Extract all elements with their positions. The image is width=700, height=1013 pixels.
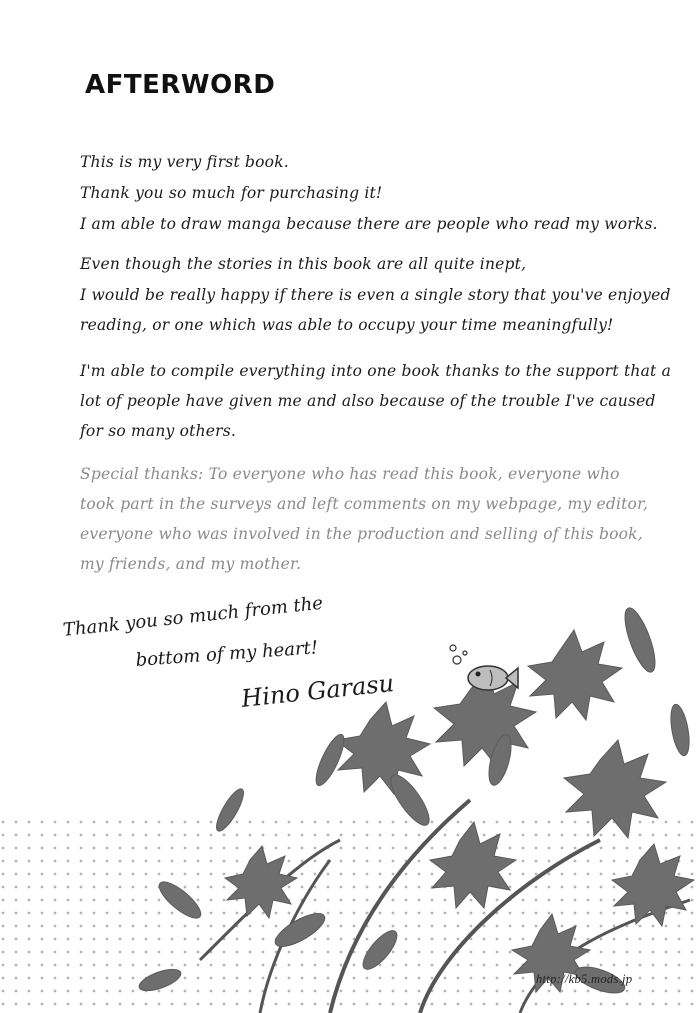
paragraph-2-line-3: reading, or one which was able to occupy your time meaningfully! xyxy=(80,316,614,334)
special-thanks-line-2: took part in the surveys and left comments on my webpage, my editor, xyxy=(80,495,649,513)
paragraph-1-line-1: This is my very first book. xyxy=(80,153,289,171)
paragraph-1-line-2: Thank you so much for purchasing it! xyxy=(80,184,383,202)
signature-message-line-2: bottom of my heart! xyxy=(135,637,319,671)
special-thanks-line-3: everyone who was involved in the production and selling of this book, xyxy=(80,525,643,543)
special-thanks-line-1: Special thanks: To everyone who has read this book, everyone who xyxy=(80,465,620,483)
special-thanks-line-4: my friends, and my mother. xyxy=(80,555,302,573)
paragraph-3-line-2: lot of people have given me and also because of the trouble I've caused xyxy=(80,392,656,410)
paragraph-3-line-3: for so many others. xyxy=(80,422,237,440)
paragraph-3-line-1: I'm able to compile everything into one book thanks to the support that a xyxy=(80,362,672,380)
page-title: AFTERWORD xyxy=(85,70,276,100)
paragraph-1-line-3: I am able to draw manga because there are people who read my works. xyxy=(80,215,658,233)
signature-message-line-1: Thank you so much from the xyxy=(62,592,324,641)
paragraph-2-line-1: Even though the stories in this book are all quite inept, xyxy=(80,255,527,273)
bubble-icon xyxy=(450,645,467,664)
watermark-url: http://kb5.mods.jp xyxy=(536,972,633,986)
signature-name: Hino Garasu xyxy=(240,668,396,713)
paragraph-2-line-2: I would be really happy if there is even a single story that you've enjoyed xyxy=(80,286,671,304)
